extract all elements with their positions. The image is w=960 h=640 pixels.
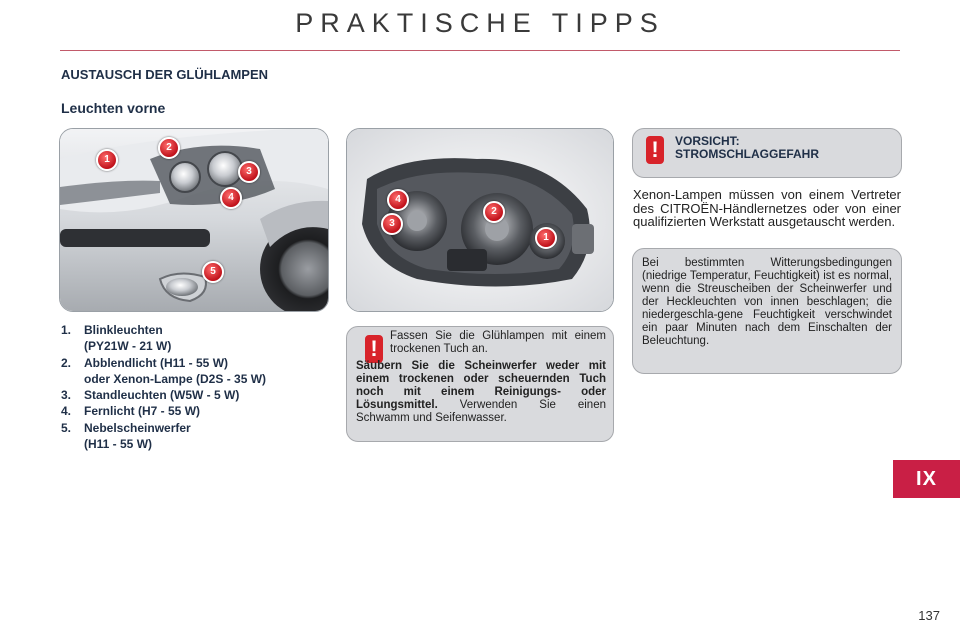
bulb-item-4 [61, 403, 341, 419]
bulb-item-3 [61, 387, 341, 403]
headlamp-unit-photo [346, 128, 614, 312]
weather-note-text: Bei bestimmten Witterungsbedingungen (niedrige Temperatur, Feuchtigkeit) ist es normal, wenn die Streuscheiben der Scheinwerfer und der Heckleuchten von innen beschlagen; die niedergeschla-gene Feuchtigkeit verschwindet ein paar Minuten nach dem Einschalten der Beleuchtung. [642, 257, 892, 347]
page-number: 137 [918, 608, 940, 623]
caution-heading-line2: STROMSCHLAGGEFAHR [675, 147, 819, 161]
bulb-spec: (PY21W - 21 W) [84, 339, 172, 354]
caution-exclamation-icon: ! [646, 136, 664, 164]
callout-1-badge: 1 [96, 149, 118, 171]
bulb-number: 5. [61, 420, 72, 435]
callout-4-badge: 4 [387, 189, 409, 211]
bulb-label: Blinkleuchten [84, 323, 163, 337]
warning-body [356, 360, 606, 425]
bulb-spec: oder Xenon-Lampe (D2S - 35 W) [84, 371, 267, 386]
warning-intro-text: Fassen Sie die Glühlampen mit einem trockenen Tuch an. [390, 330, 606, 355]
warning-rest-text: Verwenden Sie einen Schwamm und Seifenwasser. [356, 399, 606, 424]
bulb-label: Fernlicht (H7 - 55 W) [84, 404, 201, 419]
bulb-number: 4. [61, 404, 72, 419]
bulb-label: Abblendlicht (H11 - 55 W) [84, 355, 229, 370]
car-front-photo [59, 128, 329, 312]
callout-2-badge: 2 [158, 137, 180, 159]
callout-3-badge: 3 [381, 213, 403, 235]
bulb-spec: (H11 - 55 W) [84, 437, 153, 452]
bulb-number: 2. [61, 355, 72, 370]
callout-3-badge: 3 [238, 161, 260, 183]
bulb-item-1 [61, 322, 341, 355]
bulb-item-2 [61, 355, 341, 388]
section-heading: AUSTAUSCH DER GLÜHLAMPEN [61, 67, 269, 82]
bulb-number: 3. [61, 388, 72, 403]
xenon-note: Xenon-Lampen müssen von einem Vertreter des CITROËN-Händlernetzes oder von einer qualifizierten Werkstatt ausgetauscht werden. [633, 187, 901, 229]
bulb-item-5 [61, 420, 341, 453]
warning-exclamation-icon: ! [365, 335, 383, 363]
title-divider [60, 50, 900, 51]
bulb-number: 1. [61, 323, 72, 337]
caution-box [632, 128, 902, 178]
callout-5-badge: 5 [202, 261, 224, 283]
bulb-list [61, 322, 341, 452]
callout-4-badge: 4 [220, 187, 242, 209]
caution-heading-line1: VORSICHT: [675, 134, 740, 148]
callout-2-badge: 2 [483, 201, 505, 223]
sub-heading: Leuchten vorne [61, 100, 166, 116]
caution-heading [675, 135, 895, 161]
bulb-label: Standleuchten (W5W - 5 W) [84, 388, 240, 403]
bulb-label: Nebelscheinwerfer [84, 420, 191, 435]
weather-note-box [632, 248, 902, 374]
callout-1-badge: 1 [535, 227, 557, 249]
warning-bold-text: Säubern Sie die Scheinwerfer weder mit einem trockenen oder scheuernden Tuch noch mit einem Reinigungs- oder Lösungsmittel. [356, 360, 606, 411]
page-title: PRAKTISCHE TIPPS [295, 8, 665, 38]
cleaning-warning-box [346, 326, 614, 442]
chapter-tab[interactable]: IX [893, 460, 960, 498]
